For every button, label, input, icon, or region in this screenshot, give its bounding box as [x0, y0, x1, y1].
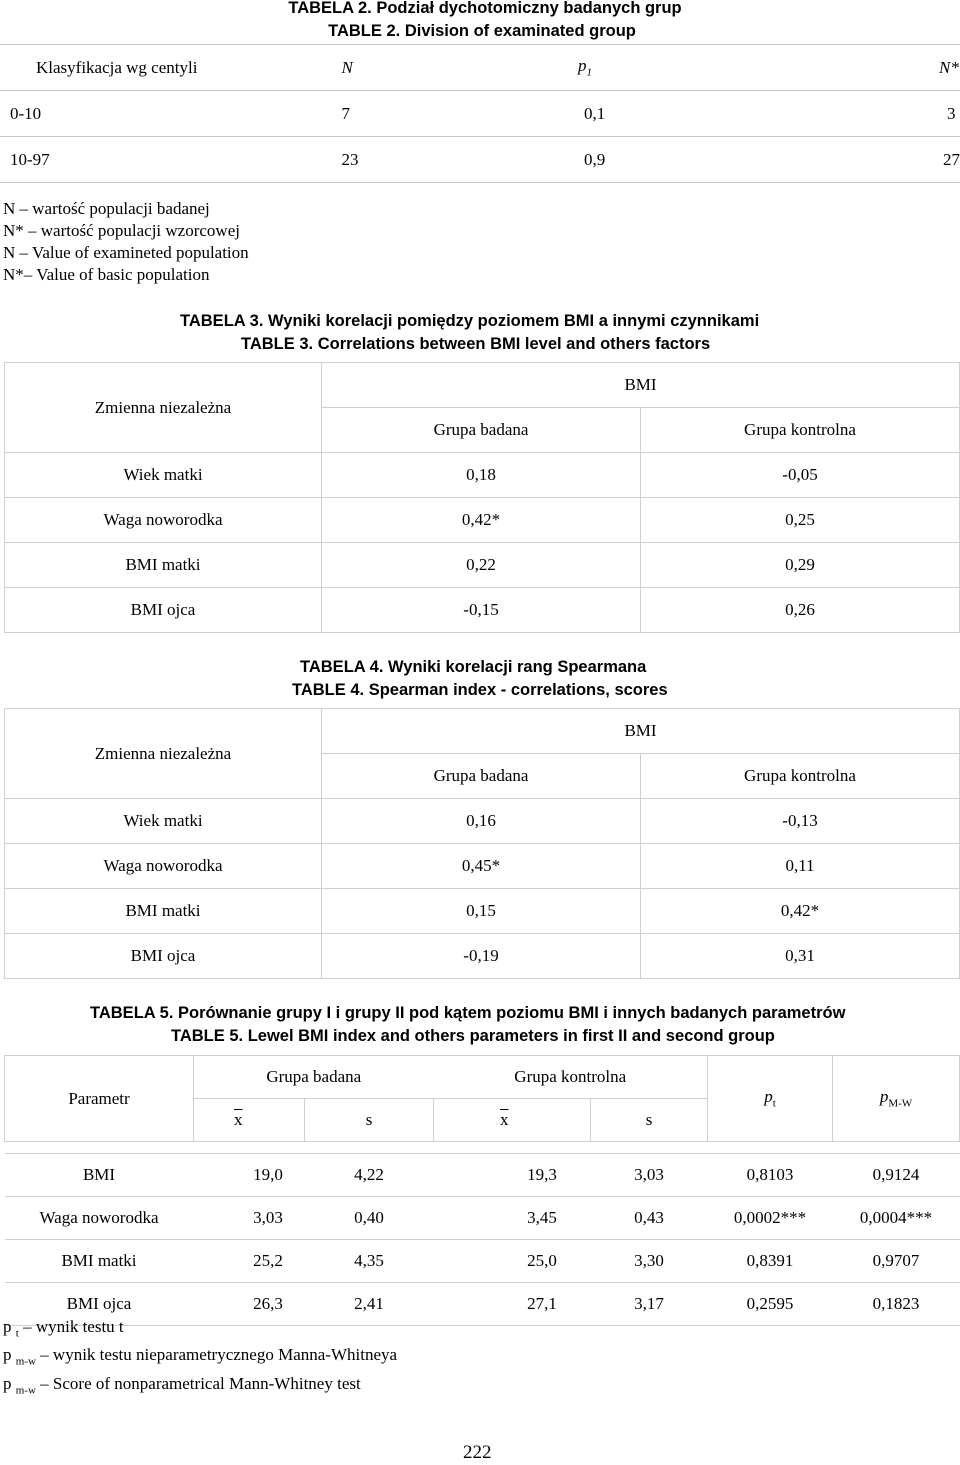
table-row	[5, 934, 960, 979]
table2-note: N*– Value of basic population	[3, 265, 210, 284]
table-row	[5, 844, 960, 889]
table3-cell: 0,22	[322, 543, 641, 588]
table5-cell: 26,3	[194, 1283, 305, 1326]
table5-cell: 19,3	[434, 1154, 591, 1197]
table5-cell: 0,0004***	[833, 1197, 960, 1240]
table5-cell: BMI matki	[5, 1240, 194, 1283]
table2-cell: 0,9	[452, 137, 853, 183]
table5-notes	[3, 1316, 397, 1401]
table5-header-group-a: Grupa badana	[194, 1056, 434, 1099]
table-row	[5, 799, 960, 844]
table3-cell: 0,42*	[322, 498, 641, 543]
table2	[0, 44, 960, 183]
table4-cell: Wiek matki	[5, 799, 322, 844]
table3-cell: 0,29	[641, 543, 960, 588]
table5-cell: BMI	[5, 1154, 194, 1197]
table4-caption	[292, 656, 668, 702]
table4-header-bmi: BMI	[322, 709, 960, 754]
table4-cell: 0,11	[641, 844, 960, 889]
table-row	[5, 1154, 960, 1197]
table5-cell: 0,9707	[833, 1240, 960, 1283]
table3-cell: 0,26	[641, 588, 960, 633]
table5-note: p $_t$ – wynik testu t	[3, 1317, 124, 1340]
table3-cell: Wiek matki	[5, 453, 322, 498]
table5-cell: 3,45	[434, 1197, 591, 1240]
table-row	[5, 588, 960, 633]
table5-title-en: TABLE 5. Lewel BMI index and others parameters in first II and second group	[171, 1027, 775, 1045]
table5-cell: 0,40	[305, 1197, 434, 1240]
table5-cell: BMI ojca	[5, 1283, 194, 1326]
table2-cell: 0-10	[0, 91, 341, 137]
table4-header-group-b: Grupa kontrolna	[641, 754, 960, 799]
table-row	[5, 889, 960, 934]
table5-header-s-b: s	[591, 1099, 708, 1142]
table2-cell: 7	[341, 91, 452, 137]
table3-title-en: TABLE 3. Correlations between BMI level and others factors	[241, 335, 711, 353]
table5-header-param: Parametr	[5, 1056, 194, 1142]
table4-title-en: TABLE 4. Spearman index - correlations, scores	[292, 681, 668, 699]
table2-cell: 23	[341, 137, 452, 183]
table4-cell: 0,16	[322, 799, 641, 844]
table5-cell: Waga noworodka	[5, 1197, 194, 1240]
table3-cell: 0,25	[641, 498, 960, 543]
table4-title-pl: TABELA 4. Wyniki korelacji rang Spearmana	[300, 658, 647, 676]
table5-header-s-a: s	[305, 1099, 434, 1142]
table5-cell: 0,43	[591, 1197, 708, 1240]
table5-cell: 3,03	[591, 1154, 708, 1197]
table5-cell: 0,1823	[833, 1283, 960, 1326]
table3-header-variable: Zmienna niezależna	[5, 363, 322, 453]
table2-header-classification: Klasyfikacja wg centyli	[0, 45, 341, 91]
table5	[4, 1055, 960, 1326]
table5-header-row	[5, 1056, 960, 1099]
table5-cell: 0,0002***	[708, 1197, 833, 1240]
table-row	[5, 453, 960, 498]
table5-header-pmw: $p_{M-W}$	[833, 1056, 960, 1142]
table2-title-en: TABLE 2. Division of examinated group	[328, 22, 636, 40]
table5-cell: 27,1	[434, 1283, 591, 1326]
table5-cell: 0,8103	[708, 1154, 833, 1197]
table3-header-group-b: Grupa kontrolna	[641, 408, 960, 453]
table2-note: N* – wartość populacji wzorcowej	[3, 221, 240, 240]
table4-cell: 0,42*	[641, 889, 960, 934]
table2-cell: 27	[853, 137, 960, 183]
table5-cell: 3,30	[591, 1240, 708, 1283]
table2-header-row	[0, 45, 960, 91]
table5-cell: 0,2595	[708, 1283, 833, 1326]
table2-header-p1: $p_1$	[452, 45, 853, 91]
table5-header-x-a: $\overline{x}$	[194, 1099, 305, 1142]
table3	[4, 362, 960, 633]
table4-header-row	[5, 709, 960, 754]
table3-header-row	[5, 363, 960, 408]
table5-cell: 0,8391	[708, 1240, 833, 1283]
table5-header-group-b: Grupa kontrolna	[434, 1056, 708, 1099]
table-row	[5, 498, 960, 543]
table4-cell: 0,15	[322, 889, 641, 934]
table4-cell: Waga noworodka	[5, 844, 322, 889]
table2-caption	[280, 0, 690, 43]
table5-note: p $_{m-w}$ – wynik testu nieparametrycznego Manna-Whitneya	[3, 1345, 398, 1368]
table2-cell: 3	[853, 91, 960, 137]
table5-header-x-b: $\overline{x}$	[434, 1099, 591, 1142]
table2-note: N – wartość populacji badanej	[3, 199, 210, 218]
table5-title-pl: TABELA 5. Porównanie grupy I i grupy II pod kątem poziomu BMI i innych badanych parametrów	[90, 1004, 846, 1022]
table2-cell: 10-97	[0, 137, 341, 183]
table2-cell: 0,1	[452, 91, 853, 137]
table-row	[5, 543, 960, 588]
table5-caption	[90, 1002, 845, 1048]
table3-cell: BMI matki	[5, 543, 322, 588]
table5-cell: 2,41	[305, 1283, 434, 1326]
table3-cell: -0,15	[322, 588, 641, 633]
table3-cell: BMI ojca	[5, 588, 322, 633]
table-row	[5, 1197, 960, 1240]
table4-header-group-a: Grupa badana	[322, 754, 641, 799]
table5-cell: 3,03	[194, 1197, 305, 1240]
table5-cell: 3,17	[591, 1283, 708, 1326]
table5-cell: 25,2	[194, 1240, 305, 1283]
table2-notes	[3, 198, 249, 286]
table3-cell: Waga noworodka	[5, 498, 322, 543]
table3-header-bmi: BMI	[322, 363, 960, 408]
table4-cell: BMI matki	[5, 889, 322, 934]
table4-cell: -0,13	[641, 799, 960, 844]
table5-cell: 25,0	[434, 1240, 591, 1283]
table4-cell: -0,19	[322, 934, 641, 979]
table3-cell: 0,18	[322, 453, 641, 498]
table4-cell: 0,31	[641, 934, 960, 979]
table4-cell: 0,45*	[322, 844, 641, 889]
table5-note: p $_{m-w}$ – Score of nonparametrical Mann-Whitney test	[3, 1373, 361, 1397]
table4-cell: BMI ojca	[5, 934, 322, 979]
table5-cell: 4,35	[305, 1240, 434, 1283]
table5-cell: 19,0	[194, 1154, 305, 1197]
table-row	[0, 137, 960, 183]
table2-note: N – Value of examineted population	[3, 243, 249, 262]
table-row	[0, 91, 960, 137]
table3-title-pl: TABELA 3. Wyniki korelacji pomiędzy poziomem BMI a innymi czynnikami	[180, 312, 760, 330]
table4-header-variable: Zmienna niezależna	[5, 709, 322, 799]
table5-header-pt: $p_t$	[708, 1056, 833, 1142]
table5-cell: 4,22	[305, 1154, 434, 1197]
table3-cell: -0,05	[641, 453, 960, 498]
table3-header-group-a: Grupa badana	[322, 408, 641, 453]
page-number: 222	[463, 1442, 492, 1463]
table3-caption	[180, 310, 759, 356]
table-row	[5, 1240, 960, 1283]
table2-header-nstar: N*	[853, 45, 960, 91]
table2-header-n: N	[341, 45, 452, 91]
table5-cell: 0,9124	[833, 1154, 960, 1197]
table4	[4, 708, 960, 979]
table2-title-pl: TABELA 2. Podział dychotomiczny badanych grup	[288, 0, 682, 17]
